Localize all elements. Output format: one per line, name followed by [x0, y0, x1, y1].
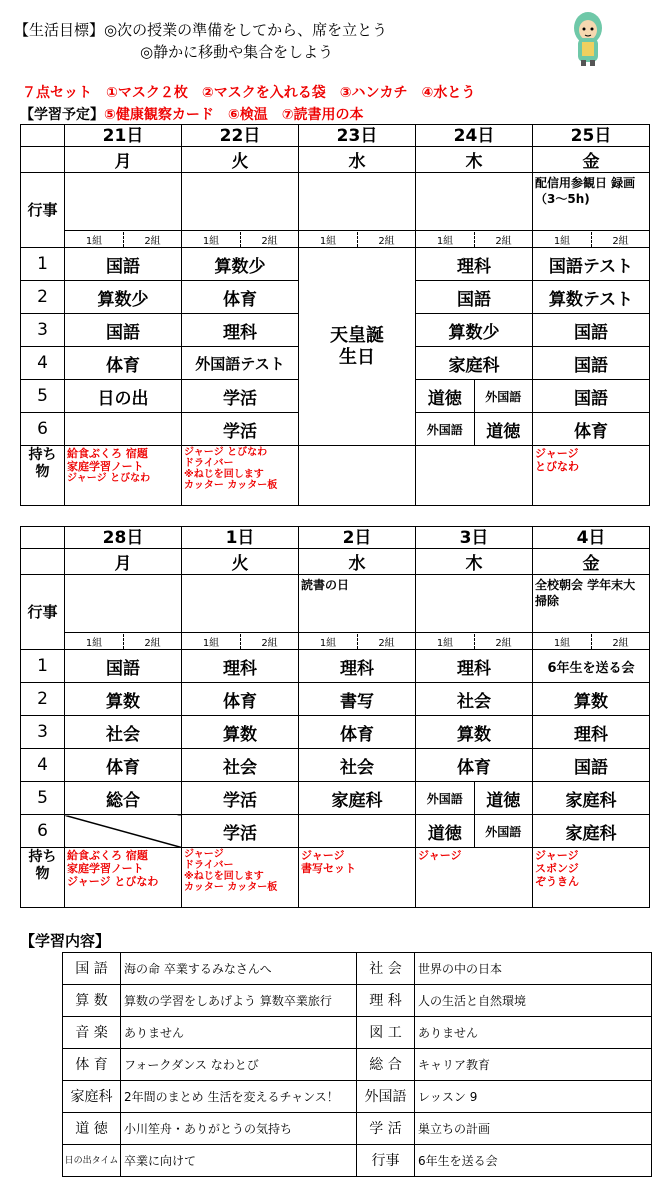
subject-content: キャリア教育 — [415, 1049, 652, 1081]
lesson-cell: 学活 — [182, 413, 299, 446]
study-row — [63, 985, 652, 1017]
lesson-cell: 算数 — [533, 683, 650, 716]
subject-content: 小川笙舟・ありがとうの気持ち — [121, 1113, 357, 1145]
week1-date-row — [21, 125, 650, 147]
period-number: 1 — [21, 650, 65, 683]
group1-label: 1組 — [202, 235, 220, 247]
week1-day: 水 — [299, 147, 416, 173]
week2-event — [65, 575, 182, 633]
week2-day: 水 — [299, 549, 416, 575]
lesson-cell: 学活 — [182, 782, 299, 815]
study-content-table — [62, 952, 652, 1177]
lesson-cell: 理科 — [182, 650, 299, 683]
group2-label: 2組 — [240, 634, 298, 649]
life-goal-1: 【生活目標】◎次の授業の準備をしてから、席を立とう — [14, 21, 388, 39]
bring-item: ※ねじを回します — [184, 871, 264, 882]
period-number: 2 — [21, 281, 65, 314]
group2-label: 2組 — [591, 232, 649, 247]
lesson-cell: 理科 — [533, 716, 650, 749]
group1-label: 1組 — [553, 235, 571, 247]
plan-line — [20, 104, 364, 124]
period-number: 6 — [21, 413, 65, 446]
bring-item: とびなわ — [535, 460, 579, 473]
bring-item: ジャージ — [184, 849, 224, 860]
period-number: 5 — [21, 380, 65, 413]
week2-group-row — [21, 633, 650, 650]
lesson-cell: 家庭科 — [533, 782, 650, 815]
plan-label: 【学習予定】 — [20, 107, 104, 123]
subject-name: 社 会 — [357, 953, 415, 985]
lesson-cell: 外国語テスト — [182, 347, 299, 380]
bring-item: 給食ぶくろ 宿題 — [67, 447, 148, 460]
subject-name: 行事 — [357, 1145, 415, 1177]
lesson-cell: 算数テスト — [533, 281, 650, 314]
lesson-cell: 外国語 — [426, 422, 463, 437]
lesson-cell: 体育 — [299, 716, 416, 749]
lesson-cell: 国語 — [416, 281, 533, 314]
lesson-cell: 社会 — [299, 749, 416, 782]
life-goal-2: ◎静かに移動や集合をしよう — [140, 43, 334, 61]
lesson-cell: 理科 — [182, 314, 299, 347]
week1-date: 23日 — [299, 125, 416, 147]
week1-event — [182, 173, 299, 231]
lesson-cell: 国語テスト — [533, 248, 650, 281]
lesson-cell: 社会 — [416, 683, 533, 716]
subject-content: 2年間のまとめ 生活を変えるチャンス！ — [121, 1081, 357, 1113]
lesson-cell — [65, 413, 182, 446]
study-row — [63, 1145, 652, 1177]
bring-item: カッター カッター板 — [184, 882, 278, 893]
study-row — [63, 1113, 652, 1145]
lesson-cell: 体育 — [65, 749, 182, 782]
lesson-cell: 理科 — [416, 248, 533, 281]
lesson-cell: 社会 — [182, 749, 299, 782]
week1-group-row — [21, 231, 650, 248]
lesson-cell: 算数 — [65, 683, 182, 716]
lesson-cell: 書写 — [299, 683, 416, 716]
bring-item: ※ねじを回します — [184, 469, 264, 480]
subject-content: 卒業に向けて — [121, 1145, 357, 1177]
week1-day: 火 — [182, 147, 299, 173]
group1-label: 1組 — [319, 637, 337, 649]
study-row — [63, 953, 652, 985]
subject-name: 道 徳 — [63, 1113, 121, 1145]
subject-name: 総 合 — [357, 1049, 415, 1081]
week1-period-row — [21, 248, 650, 281]
week1-event-row — [21, 173, 650, 231]
group1-label: 1組 — [85, 637, 103, 649]
week2-date: 28日 — [65, 527, 182, 549]
subject-content: 人の生活と自然環境 — [415, 985, 652, 1017]
week1-day: 木 — [416, 147, 533, 173]
bring-item: 書写セット — [301, 862, 356, 875]
lesson-cell: 算数 — [182, 716, 299, 749]
group1-label: 1組 — [85, 235, 103, 247]
subject-content: ありません — [121, 1017, 357, 1049]
week1-date: 21日 — [65, 125, 182, 147]
period-number: 4 — [21, 347, 65, 380]
week2-event: 読書の日 — [299, 575, 416, 633]
bring-item: ジャージ — [301, 849, 345, 862]
lesson-cell: 学活 — [182, 380, 299, 413]
subject-content: 海の命 卒業するみなさんへ — [121, 953, 357, 985]
week2-date: 1日 — [182, 527, 299, 549]
lesson-cell: 算数少 — [416, 314, 533, 347]
week2-bring-row — [21, 848, 650, 908]
week2-timetable — [20, 526, 650, 908]
group1-label: 1組 — [202, 637, 220, 649]
lesson-cell: 道徳 — [474, 413, 533, 445]
lesson-cell: 国語 — [533, 314, 650, 347]
seven-point-set: ７点セット ①マスク２枚 ②マスクを入れる袋 ③ハンカチ ④水とう — [22, 85, 476, 101]
event-label: 行事 — [21, 575, 65, 650]
group2-label: 2組 — [123, 232, 181, 247]
group2-label: 2組 — [357, 634, 415, 649]
period-number: 2 — [21, 683, 65, 716]
subject-content: フォークダンス なわとび — [121, 1049, 357, 1081]
lesson-cell: 理科 — [416, 650, 533, 683]
week1-timetable — [20, 124, 650, 506]
bring-item: 家庭学習ノート — [67, 862, 144, 875]
subject-name: 体 育 — [63, 1049, 121, 1081]
group2-label: 2組 — [123, 634, 181, 649]
group1-label: 1組 — [436, 235, 454, 247]
subject-content: 6年生を送る会 — [415, 1145, 652, 1177]
week1-date: 24日 — [416, 125, 533, 147]
lesson-cell: 国語 — [533, 347, 650, 380]
bring-label: 持ち物 — [21, 848, 65, 908]
study-row — [63, 1049, 652, 1081]
lesson-cell: 体育 — [416, 749, 533, 782]
subject-content: ありません — [415, 1017, 652, 1049]
lesson-cell: 学活 — [182, 815, 299, 848]
bring-item: ジャージ とびなわ — [67, 875, 159, 888]
lesson-cell: 体育 — [533, 413, 650, 446]
week1-day: 金 — [533, 147, 650, 173]
subject-name: 図 工 — [357, 1017, 415, 1049]
period-number: 4 — [21, 749, 65, 782]
mascot-icon — [570, 8, 606, 68]
group2-label: 2組 — [591, 634, 649, 649]
bring-item: ドライバー — [184, 458, 234, 469]
subject-name: 国 語 — [63, 953, 121, 985]
week2-event — [182, 575, 299, 633]
week1-date: 25日 — [533, 125, 650, 147]
empty-slashed-cell — [65, 815, 182, 848]
week2-period-row — [21, 749, 650, 782]
period-number: 6 — [21, 815, 65, 848]
bring-item: ジャージ — [418, 849, 462, 862]
subject-name: 日の出タイム — [63, 1145, 121, 1177]
week2-event: 全校朝会 学年末大掃除 — [533, 575, 650, 633]
period-number: 5 — [21, 782, 65, 815]
lesson-cell: 算数 — [416, 716, 533, 749]
week2-date: 2日 — [299, 527, 416, 549]
week1-event: 配信用参観日 録画（3～5h) — [533, 173, 650, 231]
week2-day: 月 — [65, 549, 182, 575]
lesson-cell: 国語 — [65, 248, 182, 281]
event-label: 行事 — [21, 173, 65, 248]
subject-name: 理 科 — [357, 985, 415, 1017]
group1-label: 1組 — [436, 637, 454, 649]
group1-label: 1組 — [319, 235, 337, 247]
lesson-cell: 算数少 — [182, 248, 299, 281]
period-number: 1 — [21, 248, 65, 281]
subject-name: 音 楽 — [63, 1017, 121, 1049]
group2-label: 2組 — [240, 232, 298, 247]
subject-content: 世界の中の日本 — [415, 953, 652, 985]
study-row — [63, 1017, 652, 1049]
bring-item: ぞうきん — [535, 875, 579, 888]
lesson-cell: 総合 — [65, 782, 182, 815]
subject-content: レッスン 9 — [415, 1081, 652, 1113]
week2-day-row — [21, 549, 650, 575]
lesson-cell: 体育 — [182, 281, 299, 314]
week2-day: 火 — [182, 549, 299, 575]
lesson-cell: 6年生を送る会 — [533, 650, 650, 683]
bring-item: ジャージ とびなわ — [184, 447, 268, 458]
subject-content: 算数の学習をしあげよう 算数卒業旅行 — [121, 985, 357, 1017]
week2-event-row — [21, 575, 650, 633]
bring-item: ジャージ — [535, 447, 579, 460]
lesson-cell: 家庭科 — [416, 347, 533, 380]
lesson-cell: 国語 — [533, 749, 650, 782]
bring-item: ジャージ とびなわ — [67, 473, 151, 484]
lesson-cell: 体育 — [182, 683, 299, 716]
week1-date: 22日 — [182, 125, 299, 147]
group1-label: 1組 — [553, 637, 571, 649]
bring-label: 持ち物 — [21, 446, 65, 506]
bring-item: 家庭学習ノート — [67, 460, 144, 473]
lesson-cell: 体育 — [65, 347, 182, 380]
group2-label: 2組 — [474, 232, 532, 247]
week2-period-row — [21, 782, 650, 815]
lesson-cell: 算数少 — [65, 281, 182, 314]
period-number: 3 — [21, 716, 65, 749]
week1-day: 月 — [65, 147, 182, 173]
week1-event — [65, 173, 182, 231]
week2-event — [416, 575, 533, 633]
plan-items: ⑤健康観察カード ⑥検温 ⑦読書用の本 — [104, 107, 364, 123]
period-number: 3 — [21, 314, 65, 347]
lesson-cell: 国語 — [65, 314, 182, 347]
lesson-cell: 道徳 — [427, 388, 462, 409]
bring-item: スポンジ — [535, 862, 579, 875]
subject-name: 学 活 — [357, 1113, 415, 1145]
week2-date: 4日 — [533, 527, 650, 549]
lesson-cell: 日の出 — [65, 380, 182, 413]
study-content-title: 【学習内容】 — [20, 932, 111, 950]
lesson-cell: 家庭科 — [533, 815, 650, 848]
lesson-cell: 家庭科 — [299, 782, 416, 815]
bring-item: ドライバー — [184, 860, 234, 871]
subject-name: 家庭科 — [63, 1081, 121, 1113]
holiday-cell: 天皇誕生日 — [299, 248, 416, 446]
week2-period-row — [21, 683, 650, 716]
lesson-cell: 理科 — [299, 650, 416, 683]
week2-date: 3日 — [416, 527, 533, 549]
bring-item: 給食ぶくろ 宿題 — [67, 849, 148, 862]
week2-period-row — [21, 716, 650, 749]
week1-bring-row — [21, 446, 650, 506]
week2-day: 木 — [416, 549, 533, 575]
lesson-cell: 道徳 — [474, 782, 533, 814]
lesson-cell: 社会 — [65, 716, 182, 749]
week2-date-row — [21, 527, 650, 549]
week1-event — [299, 173, 416, 231]
study-row — [63, 1081, 652, 1113]
lesson-cell: 国語 — [65, 650, 182, 683]
subject-content: 巣立ちの計画 — [415, 1113, 652, 1145]
subject-name: 外国語 — [357, 1081, 415, 1113]
group2-label: 2組 — [357, 232, 415, 247]
lesson-cell: 国語 — [533, 380, 650, 413]
bring-item: カッター カッター板 — [184, 480, 278, 491]
week1-day-row — [21, 147, 650, 173]
group2-label: 2組 — [474, 634, 532, 649]
lesson-cell: 外国語 — [474, 815, 533, 847]
week2-period-row — [21, 815, 650, 848]
lesson-cell: 外国語 — [426, 791, 463, 806]
subject-name: 算 数 — [63, 985, 121, 1017]
lesson-cell: 道徳 — [427, 823, 462, 844]
bring-item: ジャージ — [535, 849, 579, 862]
week2-period-row — [21, 650, 650, 683]
week1-event — [416, 173, 533, 231]
lesson-cell: 外国語 — [474, 380, 533, 412]
week2-day: 金 — [533, 549, 650, 575]
